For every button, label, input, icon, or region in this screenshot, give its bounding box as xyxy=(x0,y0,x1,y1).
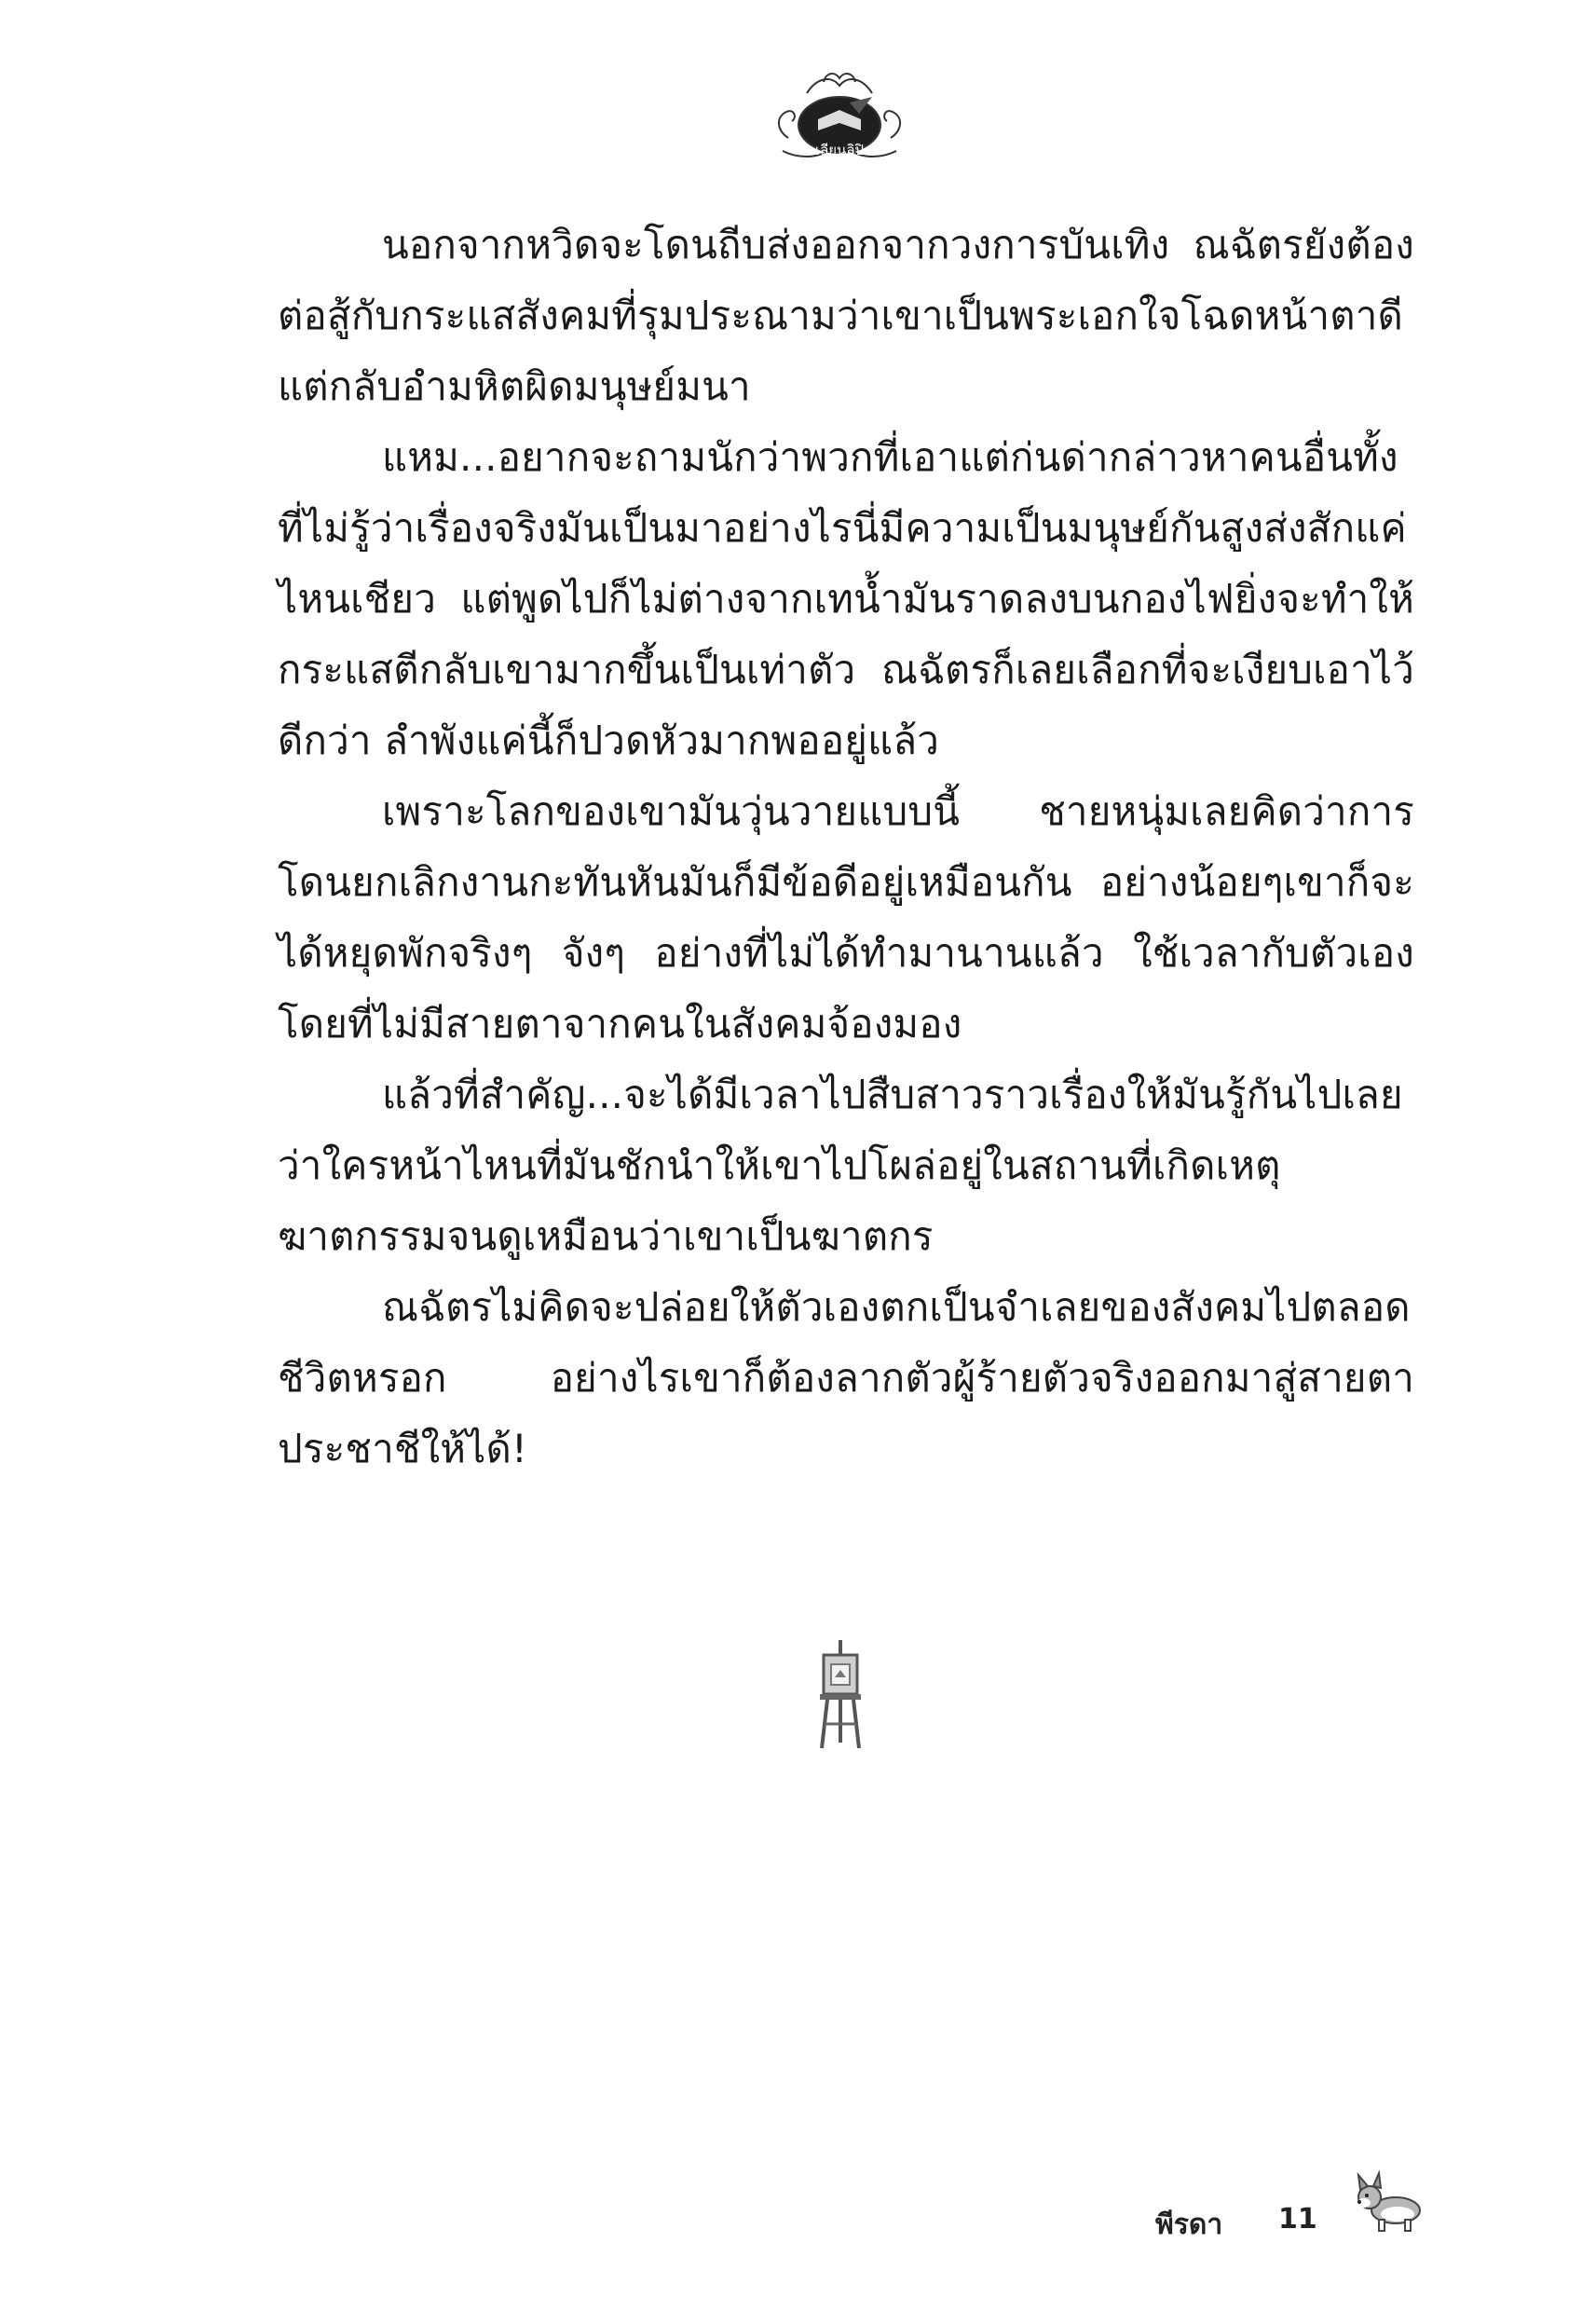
emblem-text: เลียนลิปิ xyxy=(814,142,865,158)
paragraph: นอกจากหวิดจะโดนถีบส่งออกจากวงการบันเทิง ณฉัตรยังต้องต่อสู้กับกระแสสังคมที่รุมประณามว่าเขาเป็นพระเอกใจโฉดหน้าตาดีแต่กลับอำมหิตผิดมนุษย์มนา xyxy=(278,222,1414,409)
page-footer xyxy=(1155,2169,1435,2253)
paragraph: เพราะโลกของเขามันวุ่นวายแบบนี้ ชายหนุ่มเลยคิดว่าการโดนยกเลิกงานกะทันหันมันก็มีข้อดีอยู่เหมือนกัน อย่างน้อยๆเขาก็จะได้หยุดพักจริงๆ จังๆ อย่างที่ไม่ได้ทำมานานแล้ว ใช้เวลากับตัวเองโดยที่ไม่มีสายตาจากคนในสังคมจ้องมอง xyxy=(278,788,1414,1046)
body-text xyxy=(278,210,1414,1484)
header-emblem-icon xyxy=(770,65,909,168)
footer-author: พีรดา xyxy=(1155,2208,1223,2241)
easel-icon xyxy=(814,1638,866,1750)
page-number: 11 xyxy=(1278,2203,1317,2236)
paragraph: แหม...อยากจะถามนักว่าพวกที่เอาแต่ก่นด่ากล่าวหาคนอื่นทั้งที่ไม่รู้ว่าเรื่องจริงมันเป็นมาอย่างไรนี่มีความเป็นมนุษย์กันสูงส่งสักแค่ไหนเชียว แต่พูดไปก็ไม่ต่างจากเทน้ำมันราดลงบนกองไฟยิ่งจะทำให้กระแสตีกลับเขามากขึ้นเป็นเท่าตัว ณฉัตรก็เลยเลือกที่จะเงียบเอาไว้ดีกว่า ลำพังแค่นี้ก็ปวดหัวมากพออยู่แล้ว xyxy=(278,434,1414,763)
corgi-icon xyxy=(1351,2169,1427,2235)
paragraph: ณฉัตรไม่คิดจะปล่อยให้ตัวเองตกเป็นจำเลยของสังคมไปตลอดชีวิตหรอก อย่างไรเขาก็ต้องลากตัวผู้ร้ายตัวจริงออกมาสู่สายตาประชาชีให้ได้! xyxy=(278,1284,1414,1471)
paragraph: แล้วที่สำคัญ...จะได้มีเวลาไปสืบสาวราวเรื่องให้มันรู้กันไปเลยว่าใครหน้าไหนที่มันชักนำให้เขาไปโผล่อยู่ในสถานที่เกิดเหตุฆาตกรรมจนดูเหมือนว่าเขาเป็นฆาตกร xyxy=(278,1072,1403,1259)
